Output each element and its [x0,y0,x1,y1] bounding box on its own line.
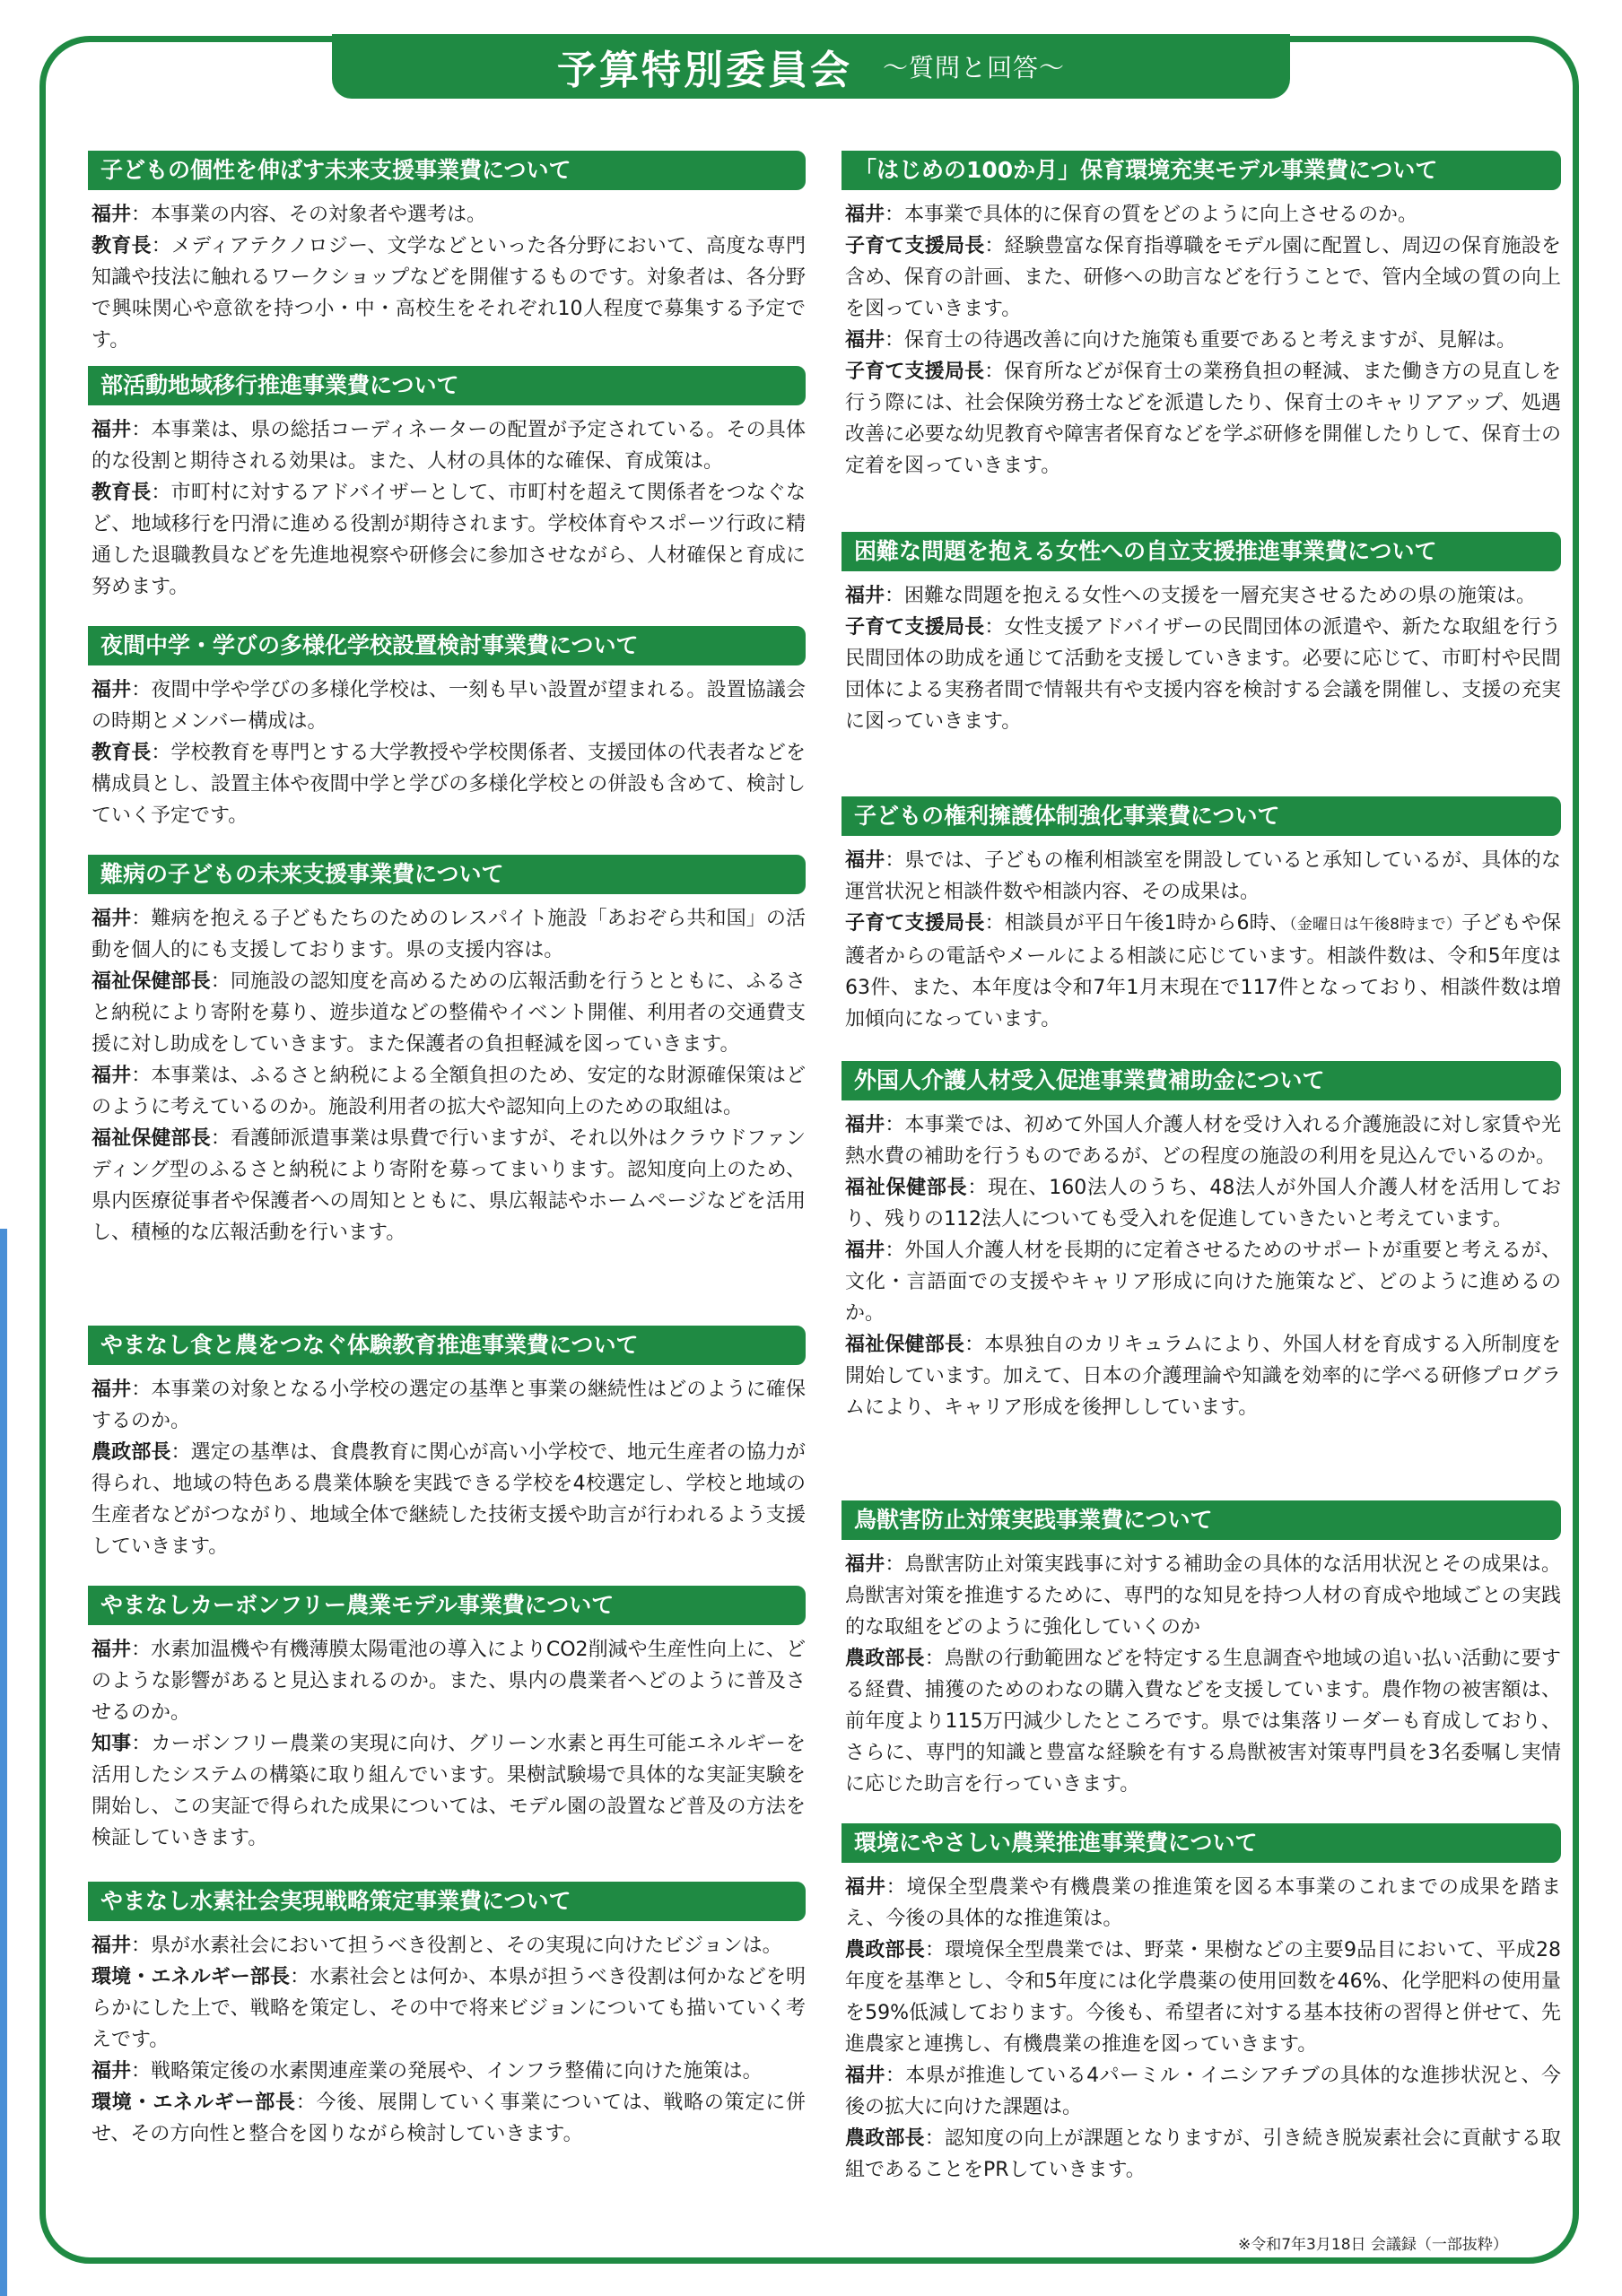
qa-paragraph [845,230,1561,325]
qa-paragraph [92,903,806,966]
section-body [842,199,1561,482]
qa-section [88,626,806,831]
speaker-name: 福井 [92,1639,132,1661]
section-body [88,199,806,356]
speech-text: ：本事業は、県の総括コーディネーターの配置が予定されている。その具体的な役割と期待される効果は。また、人材の具体的な確保、育成策は。 [92,419,806,473]
speaker-name: 農政部長 [845,2127,925,2150]
speech-text: ：保育士の待遇改善に向けた施策も重要であると考えますが、見解は。 [885,329,1517,352]
speaker-name: 農政部長 [92,1441,171,1464]
section-title: やまなしカーボンフリー農業モデル事業費について [88,1586,806,1625]
section-title: 困難な問題を抱える女性への自立支援推進事業費について [842,532,1561,571]
qa-paragraph [845,199,1561,230]
qa-section [88,1586,806,1854]
qa-paragraph [845,1172,1561,1235]
speech-text: ：認知度の向上が課題となりますが、引き続き脱炭素社会に貢献する取組であることをPRしていきます。 [845,2127,1561,2181]
page-subtitle: 〜質問と回答〜 [882,53,1065,83]
speaker-name: 福井 [92,204,132,226]
qa-paragraph [845,1935,1561,2060]
qa-paragraph [845,1549,1561,1643]
speech-text: ：市町村に対するアドバイザーとして、市町村を超えて関係者をつなぐなど、地域移行を円滑に進める役割が期待されます。学校体育やスポーツ行政に精通した退職教員などを先進地視察や研修会に参加させながら、人材確保と育成に努めます。 [92,482,806,598]
speaker-name: 教育長 [92,482,152,504]
section-body [842,845,1561,1035]
speaker-name: 福井 [92,1935,132,1957]
qa-paragraph [92,737,806,831]
qa-paragraph [92,2087,806,2150]
section-body [88,674,806,831]
qa-paragraph [845,1643,1561,1800]
speaker-name: 子育て支援局長 [845,235,985,257]
speech-text: ：外国人介護人材を長期的に定着させるためのサポートが重要と考えるが、文化・言語面での支援やキャリア形成に向けた施策など、どのように進めるのか。 [845,1239,1561,1325]
section-body [842,1872,1561,2186]
speaker-name: 子育て支援局長 [845,361,985,383]
speech-text: ：相談員が平日午後1時から6時、 [984,912,1290,935]
speaker-name: 子育て支援局長 [845,912,985,935]
speaker-name: 福井 [92,908,132,930]
speaker-name: 知事 [92,1733,132,1755]
section-title: 夜間中学・学びの多様化学校設置検討事業費について [88,626,806,665]
qa-paragraph [92,230,806,356]
qa-section [842,532,1561,737]
speaker-name: 福井 [845,585,885,607]
speech-note: （金曜日は午後8時まで） [1289,916,1462,934]
speaker-name: 環境・エネルギー部長 [92,1966,291,1988]
speaker-name: 福祉保健部長 [92,970,211,993]
page-title: 予算特別委員会 [556,48,852,93]
speech-text: ：本県が推進している4パーミル・イニシアチブの具体的な進捗状況と、今後の拡大に向けた課題は。 [845,2065,1561,2118]
speaker-name: 福井 [92,1378,132,1401]
qa-paragraph [845,2060,1561,2123]
speech-text: ：同施設の認知度を高めるための広報活動を行うとともに、ふるさと納税により寄附を募り、遊歩道などの整備やイベント開催、利用者の交通費支援に対し助成をしていきます。また保護者の負担軽減を図っていきます。 [92,970,806,1056]
qa-paragraph [92,2056,806,2087]
qa-section [842,1500,1561,1800]
qa-paragraph [92,1437,806,1562]
qa-paragraph [92,414,806,477]
speaker-name: 教育長 [92,742,152,764]
speaker-name: 福祉保健部長 [92,1127,211,1150]
qa-paragraph [92,477,806,603]
speech-text: ：境保全型農業や有機農業の推進策を図る本事業のこれまでの成果を踏まえ、今後の具体的な推進策は。 [845,1876,1561,1930]
qa-section [88,151,806,356]
speech-text: ：本事業は、ふるさと納税による全額負担のため、安定的な財源確保策はどのように考えているのか。施設利用者の拡大や認知向上のための取組は。 [92,1065,806,1118]
qa-paragraph [92,1961,806,2056]
speaker-name: 福祉保健部長 [845,1177,968,1199]
speech-text: ：学校教育を専門とする大学教授や学校関係者、支援団体の代表者などを構成員とし、設置主体や夜間中学と学びの多様化学校との併設も含めて、検討していく予定です。 [92,742,806,827]
speech-text: ：水素加温機や有機薄膜太陽電池の導入によりCO2削減や生産性向上に、どのような影響があると見込まれるのか。また、県内の農業者へどのように普及させるのか。 [92,1639,806,1724]
qa-paragraph [845,1329,1561,1423]
speech-text: ：困難な問題を抱える女性への支援を一層充実させるための県の施策は。 [885,585,1537,607]
qa-section [842,151,1561,482]
speaker-name: 福井 [845,2065,885,2087]
speech-text: ：難病を抱える子どもたちのためのレスパイト施設「あおぞら共和国」の活動を個人的にも支援しております。県の支援内容は。 [92,908,806,961]
speech-text: ：今後、展開していく事業については、戦略の策定に併せ、その方向性と整合を図りながら検討していきます。 [92,2092,806,2145]
speaker-name: 福井 [845,329,885,352]
speaker-name: 福井 [845,849,885,872]
speech-text: ：看護師派遣事業は県費で行いますが、それ以外はクラウドファンディング型のふるさと納税により寄附を募ってまいります。認知度向上のため、県内医療従事者や保護者への周知とともに、県広報誌やホームページなどを活用し、積極的な広報活動を行います。 [92,1127,806,1244]
speech-text: ：水素社会とは何か、本県が担うべき役割は何かなどを明らかにした上で、戦略を策定し、その中で将来ビジョンについても描いていく考えです。 [92,1966,806,2051]
section-body [842,1109,1561,1423]
section-title: 子どもの権利擁護体制強化事業費について [842,796,1561,836]
speaker-name: 教育長 [92,235,152,257]
speaker-name: 子育て支援局長 [845,616,985,639]
speaker-name: 農政部長 [845,1648,925,1670]
speaker-name: 福井 [845,204,885,226]
qa-section [842,1061,1561,1423]
speech-text: ：本事業で具体的に保育の質をどのように向上させるのか。 [885,204,1418,226]
qa-section [88,366,806,603]
speech-text: ：保育所などが保育士の業務負担の軽減、また働き方の見直しを行う際には、社会保険労務士などを派遣したり、保育士のキャリアアップ、処遇改善に必要な幼児教育や障害者保育などを学ぶ研修を開催したりして、保育士の定着を図っていきます。 [845,361,1561,477]
section-title: 難病の子どもの未来支援事業費について [88,855,806,894]
qa-paragraph [845,1872,1561,1935]
section-body [842,580,1561,737]
speaker-name: 環境・エネルギー部長 [92,2092,296,2114]
qa-paragraph [845,580,1561,612]
section-title: 環境にやさしい農業推進事業費について [842,1823,1561,1863]
speaker-name: 福井 [845,1114,885,1136]
speaker-name: 福井 [92,2060,132,2083]
qa-paragraph [92,966,806,1060]
section-body [88,414,806,603]
qa-section [842,1823,1561,2186]
section-title: やまなし水素社会実現戦略策定事業費について [88,1882,806,1921]
section-body [88,1374,806,1562]
speaker-name: 福祉保健部長 [845,1334,965,1356]
footnote: ※令和7年3月18日 会議録（一部抜粋） [1238,2236,1508,2254]
speech-text: ：本事業の内容、その対象者や選考は。 [131,204,487,226]
section-body [88,1930,806,2150]
edge-strip [0,1229,7,2296]
speaker-name: 農政部長 [845,1939,925,1961]
qa-paragraph [92,1374,806,1437]
speech-text: ：本事業では、初めて外国人介護人材を受け入れる介護施設に対し家賃や光熱水費の補助を行うものであるが、どの程度の施設の利用を見込んでいるのか。 [845,1114,1561,1168]
qa-section [88,1326,806,1562]
speech-text-continued: 子どもや保護者からの電話やメールによる相談に応じています。相談件数は、令和5年度は63件、また、本年度は令和7年1月末現在で117件となっており、相談件数は増加傾向になっています。 [845,912,1561,1031]
speech-text: ：県が水素社会において担うべき役割と、その実現に向けたビジョンは。 [131,1935,782,1957]
speaker-name: 福井 [845,1876,886,1899]
section-body [88,903,806,1248]
section-title: 部活動地域移行推進事業費について [88,366,806,405]
speech-text: ：本県独自のカリキュラムにより、外国人材を育成する入所制度を開始しています。加えて、日本の介護理論や知識を効率的に学べる研修プログラムにより、キャリア形成を後押ししています。 [845,1334,1561,1419]
speech-text: ：メディアテクノロジー、文学などといった各分野において、高度な専門知識や技法に触れるワークショップなどを開催するものです。対象者は、各分野で興味関心や意欲を持つ小・中・高校生をそれぞれ10人程度で募集する予定です。 [92,235,806,352]
qa-paragraph [92,1123,806,1248]
speech-text: ：環境保全型農業では、野菜・果樹などの主要9品目において、平成28年度を基準とし、令和5年度には化学農薬の使用回数を46%、化学肥料の使用量を59%低減しております。今後も、希望者に対する基本技術の習得と併せて、先進農家と連携し、有機農業の推進を図っていきます。 [845,1939,1561,2056]
speaker-name: 福井 [845,1553,885,1576]
qa-paragraph [845,845,1561,908]
qa-paragraph [92,1930,806,1961]
section-body [88,1634,806,1854]
speaker-name: 福井 [845,1239,885,1262]
speaker-name: 福井 [92,419,132,441]
section-body [842,1549,1561,1800]
qa-section [842,796,1561,1035]
qa-paragraph [845,1235,1561,1329]
section-title: 鳥獣害防止対策実践事業費について [842,1500,1561,1540]
speech-text: ：戦略策定後の水素関連産業の発展や、インフラ整備に向けた施策は。 [131,2060,763,2083]
speech-text: ：選定の基準は、食農教育に関心が高い小学校で、地元生産者の協力が得られ、地域の特色ある農業体験を実践できる学校を4校選定し、学校と地域の生産者などがつながり、地域全体で継続した技術支援や助言が行われるよう支援していきます。 [92,1441,806,1558]
section-title: やまなし食と農をつなぐ体験教育推進事業費について [88,1326,806,1365]
page-header [332,34,1290,99]
section-title: 「はじめの100か月」保育環境充実モデル事業費について [842,151,1561,190]
qa-paragraph [845,356,1561,482]
speech-text: ：経験豊富な保育指導職をモデル園に配置し、周辺の保育施設を含め、保育の計画、また、研修への助言などを行うことで、管内全域の質の向上を図っていきます。 [845,235,1561,320]
speech-text: ：現在、160法人のうち、48法人が外国人介護人材を活用しており、残りの112法人についても受入れを促進していきたいと考えています。 [845,1177,1561,1231]
speech-text: ：鳥獣害防止対策実践事に対する補助金の具体的な活用状況とその成果は。鳥獣害対策を推進するために、専門的な知見を持つ人材の育成や地域ごとの実践的な取組をどのように強化していくのか [845,1553,1561,1639]
speaker-name: 福井 [92,679,132,701]
qa-section [88,855,806,1248]
qa-paragraph [92,199,806,230]
qa-paragraph [845,1109,1561,1172]
qa-paragraph [845,908,1561,1035]
qa-paragraph [845,2123,1561,2186]
qa-section [88,1882,806,2150]
qa-paragraph [92,1728,806,1854]
speech-text: ：県では、子どもの権利相談室を開設していると承知しているが、具体的な運営状況と相談件数や相談内容、その成果は。 [845,849,1561,903]
qa-paragraph [845,612,1561,737]
qa-paragraph [845,325,1561,356]
section-title: 子どもの個性を伸ばす未来支援事業費について [88,151,806,190]
speech-text: ：カーボンフリー農業の実現に向け、グリーン水素と再生可能エネルギーを活用したシステムの構築に取り組んでいます。果樹試験場で具体的な実証実験を開始し、この実証で得られた成果については、モデル園の設置など普及の方法を検証していきます。 [92,1733,806,1849]
speech-text: ：女性支援アドバイザーの民間団体の派遣や、新たな取組を行う民間団体の助成を通じて活動を支援していきます。必要に応じて、市町村や民間団体による実務者間で情報共有や支援内容を検討する会議を開催し、支援の充実に図っていきます。 [845,616,1561,733]
qa-paragraph [92,674,806,737]
speech-text: ：鳥獣の行動範囲などを特定する生息調査や地域の追い払い活動に要する経費、捕獲のためのわなの購入費などを支援しています。農作物の被害額は、前年度より115万円減少したところです。県では集落リーダーも育成しており、さらに、専門的知識と豊富な経験を有する鳥獣被害対策専門員を3名委嘱し実情に応じた助言を行っていきます。 [845,1648,1561,1796]
speech-text: ：本事業の対象となる小学校の選定の基準と事業の継続性はどのように確保するのか。 [92,1378,806,1432]
speaker-name: 福井 [92,1065,132,1087]
qa-paragraph [92,1060,806,1123]
section-title: 外国人介護人材受入促進事業費補助金について [842,1061,1561,1100]
speech-text: ：夜間中学や学びの多様化学校は、一刻も早い設置が望まれる。設置協議会の時期とメンバー構成は。 [92,679,806,733]
qa-paragraph [92,1634,806,1728]
